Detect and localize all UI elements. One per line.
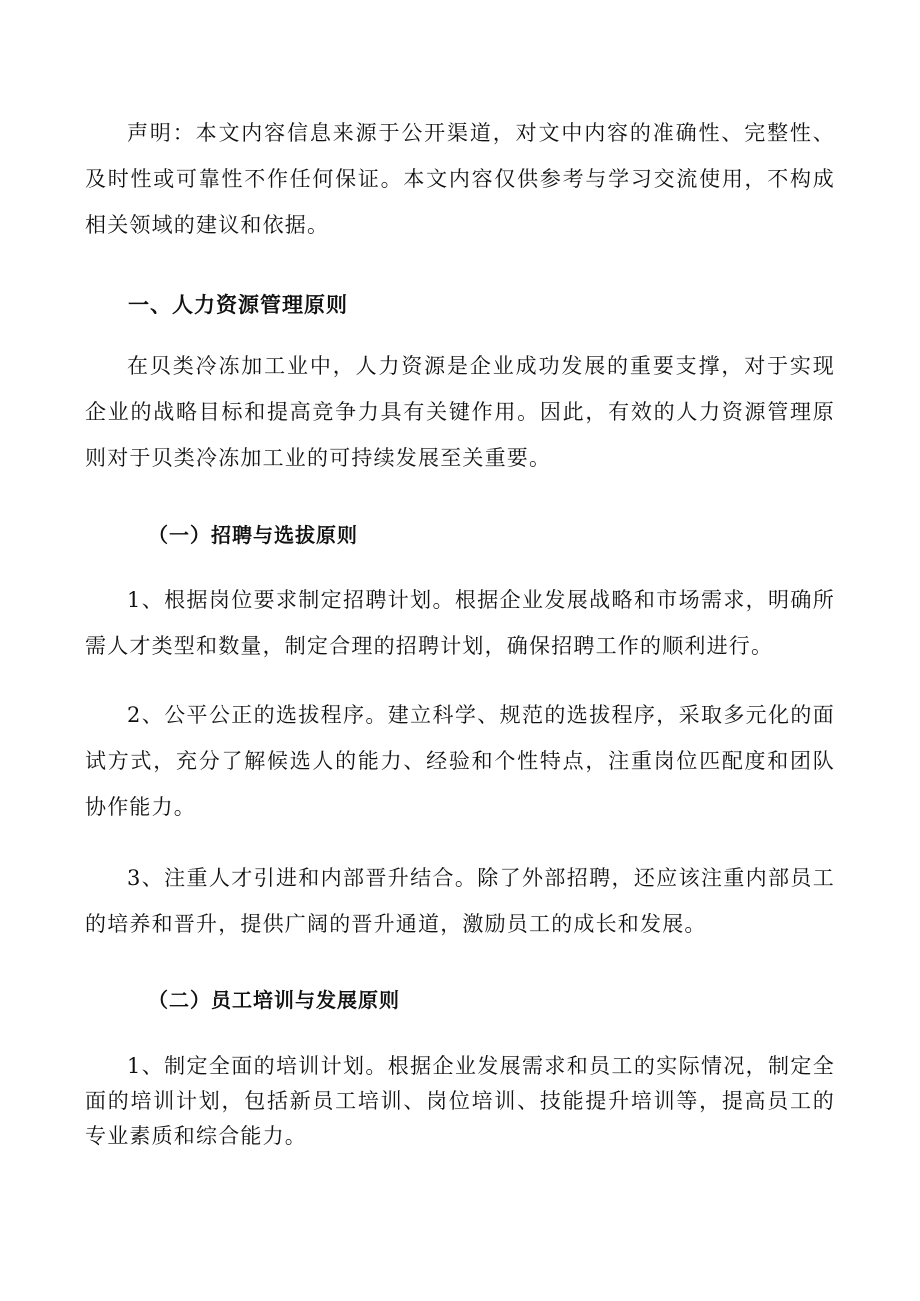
disclaimer-paragraph: 声明：本文内容信息来源于公开渠道，对文中内容的准确性、完整性、及时性或可靠性不作任何保证。本文内容仅供参考与学习交流使用，不构成相关领域的建议和依据。 (85, 121, 835, 237)
section-heading-hr-principles: 一、人力资源管理原则 (128, 292, 348, 317)
training-item-1: 1、制定全面的培训计划。根据企业发展需求和员工的实际情况，制定全面的培训计划，包括新员工培训、岗位培训、技能提升培训等，提高员工的专业素质和综合能力。 (85, 1054, 835, 1148)
recruitment-item-3: 3、注重人才引进和内部晋升结合。除了外部招聘，还应该注重内部员工的培养和晋升，提供广阔的晋升通道，激励员工的成长和发展。 (85, 866, 835, 936)
recruitment-item-2: 2、公平公正的选拔程序。建立科学、规范的选拔程序，采取多元化的面试方式，充分了解候选人的能力、经验和个性特点，注重岗位匹配度和团队协作能力。 (85, 703, 835, 819)
subheading-recruitment: （一）招聘与选拔原则 (148, 523, 358, 547)
intro-paragraph: 在贝类冷冻加工业中，人力资源是企业成功发展的重要支撑，对于实现企业的战略目标和提高竞争力具有关键作用。因此，有效的人力资源管理原则对于贝类冷冻加工业的可持续发展至关重要。 (85, 354, 835, 470)
recruitment-item-1: 1、根据岗位要求制定招聘计划。根据企业发展战略和市场需求，明确所需人才类型和数量，制定合理的招聘计划，确保招聘工作的顺利进行。 (85, 588, 835, 658)
subheading-training: （二）员工培训与发展原则 (148, 988, 400, 1012)
